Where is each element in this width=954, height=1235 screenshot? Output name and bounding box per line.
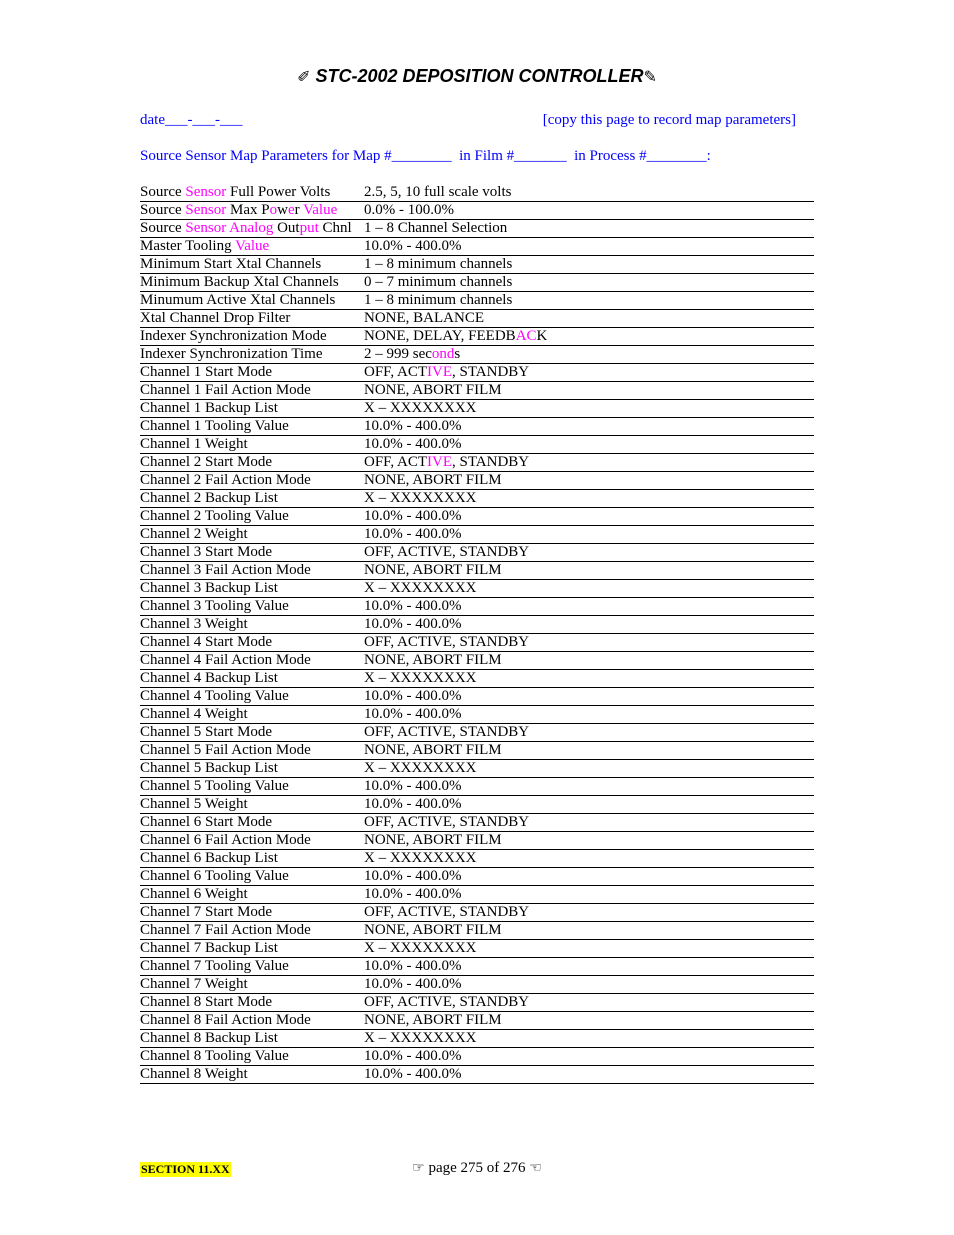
parameter-label — [140, 490, 278, 507]
table-row — [140, 652, 814, 670]
table-row — [140, 868, 814, 886]
parameter-label-part: Channel 7 Tooling Value — [140, 958, 289, 974]
parameter-label-part: Channel 4 Fail Action Mode — [140, 652, 311, 668]
table-row — [140, 184, 814, 202]
parameter-label-part: e — [287, 202, 295, 218]
parameter-range — [364, 346, 460, 363]
parameter-label-part: Channel 1 Start Mode — [140, 364, 273, 380]
parameter-range — [364, 328, 547, 345]
parameter-range-part: IVE — [427, 454, 452, 470]
parameter-range — [364, 202, 454, 219]
parameter-range-part: 10.0% - 400.0% — [364, 598, 462, 614]
parameter-range-part: X – XXXXXXXX — [364, 670, 477, 686]
parameter-range-part: X – XXXXXXXX — [364, 580, 477, 596]
parameter-range — [364, 778, 462, 795]
parameter-label-part: Channel 2 Weight — [140, 526, 248, 542]
parameter-range — [364, 382, 502, 399]
parameter-label-part: Channel 6 Backup List — [140, 850, 278, 866]
parameter-label — [140, 1012, 311, 1029]
parameter-range-part: AC — [515, 328, 537, 344]
table-row — [140, 796, 814, 814]
parameter-label — [140, 436, 248, 453]
parameter-label-part: Channel 4 Tooling Value — [140, 688, 289, 704]
parameter-label-part: Channel 8 Start Mode — [140, 994, 273, 1010]
pencil-icon: ✐ — [297, 69, 311, 86]
parameter-label — [140, 742, 311, 759]
copy-note: [copy this page to record map parameters] — [542, 112, 796, 128]
parameter-label — [140, 634, 272, 651]
parameter-label-part: Channel 7 Weight — [140, 976, 248, 992]
parameter-range-part: OFF, ACT — [364, 454, 427, 470]
parameter-label-part: Value — [235, 238, 270, 254]
parameter-range-part: 1 – 8 minimum channels — [364, 292, 513, 308]
table-row — [140, 1066, 814, 1084]
parameter-range-part: 10.0% - 400.0% — [364, 868, 462, 884]
parameter-range — [364, 238, 462, 255]
parameter-label-part: Channel 2 Fail Action Mode — [140, 472, 311, 488]
parameter-label — [140, 256, 321, 273]
parameter-range — [364, 310, 484, 327]
table-row — [140, 328, 814, 346]
parameter-label-part: Channel 7 Fail Action Mode — [140, 922, 311, 938]
table-row — [140, 742, 814, 760]
parameter-label-part: Channel 4 Start Mode — [140, 634, 273, 650]
parameter-label-part: Minumum Active Xtal Channels — [140, 292, 336, 308]
table-row — [140, 1030, 814, 1048]
parameter-label-part: Channel 5 Backup List — [140, 760, 278, 776]
parameter-range-part: X – XXXXXXXX — [364, 940, 477, 956]
parameter-range-part: 10.0% - 400.0% — [364, 1048, 462, 1064]
table-row — [140, 850, 814, 868]
parameter-label — [140, 220, 352, 237]
parameter-range — [364, 940, 477, 957]
parameter-range — [364, 796, 462, 813]
parameter-range-part: 10.0% - 400.0% — [364, 418, 462, 434]
parameter-range-part: 10.0% - 400.0% — [364, 796, 462, 812]
parameter-range — [364, 490, 477, 507]
parameter-label — [140, 1030, 278, 1047]
parameter-range-part: NONE, BALANCE — [364, 310, 484, 326]
map-parameters-line: Source Sensor Map Parameters for Map #________ in Film #_______ in Process #________: — [140, 148, 711, 164]
table-row — [140, 292, 814, 310]
parameter-range — [364, 580, 477, 597]
parameter-label — [140, 850, 278, 867]
table-row — [140, 832, 814, 850]
table-row — [140, 382, 814, 400]
parameter-label — [140, 472, 311, 489]
table-row — [140, 562, 814, 580]
parameter-range-part: , STANDBY — [452, 454, 530, 470]
table-row — [140, 526, 814, 544]
parameter-range-part: s — [454, 346, 461, 362]
parameter-label-part: r — [294, 202, 304, 218]
parameter-label-part: Channel 1 Tooling Value — [140, 418, 289, 434]
parameter-label-part: Indexer Synchronization Time — [140, 346, 323, 362]
parameter-range — [364, 850, 477, 867]
parameter-range — [364, 670, 477, 687]
parameter-label — [140, 958, 289, 975]
parameter-label-part: Minimum Start Xtal Channels — [140, 256, 322, 272]
table-row — [140, 760, 814, 778]
parameter-label-part: Sensor — [185, 184, 227, 200]
parameter-label-part: Channel 1 Weight — [140, 436, 248, 452]
table-row — [140, 436, 814, 454]
parameter-range-part: K — [536, 328, 548, 344]
parameter-range — [364, 256, 512, 273]
parameter-range-part: X – XXXXXXXX — [364, 760, 477, 776]
parameter-label-part: Master Tooling — [140, 238, 236, 254]
table-row — [140, 256, 814, 274]
parameter-range — [364, 688, 462, 705]
parameter-range — [364, 292, 512, 309]
parameter-label-part: Channel 3 Tooling Value — [140, 598, 289, 614]
parameter-range — [364, 364, 529, 381]
parameter-range — [364, 904, 529, 921]
parameter-label — [140, 328, 327, 345]
table-row — [140, 778, 814, 796]
parameter-table — [140, 184, 814, 1084]
page-number-text: page 275 of 276 — [428, 1160, 526, 1176]
parameter-range — [364, 1048, 462, 1065]
parameter-label-part: Channel 5 Weight — [140, 796, 248, 812]
table-row — [140, 580, 814, 598]
parameter-label-part: Channel 5 Fail Action Mode — [140, 742, 311, 758]
table-row — [140, 544, 814, 562]
parameter-range-part: 10.0% - 400.0% — [364, 778, 462, 794]
parameter-label-part: Channel 8 Backup List — [140, 1030, 278, 1046]
table-row — [140, 904, 814, 922]
parameter-label — [140, 886, 248, 903]
parameter-label — [140, 652, 311, 669]
parameter-label-part: Channel 8 Weight — [140, 1066, 248, 1082]
page-title — [0, 66, 954, 87]
parameter-range-part: IVE — [427, 364, 452, 380]
table-row — [140, 490, 814, 508]
table-row — [140, 670, 814, 688]
table-row — [140, 364, 814, 382]
parameter-label-part: Xtal Channel Drop Filter — [140, 310, 291, 326]
parameter-label-part: Channel 7 Backup List — [140, 940, 278, 956]
parameter-range — [364, 652, 502, 669]
parameter-range-part: 10.0% - 400.0% — [364, 436, 462, 452]
parameter-label — [140, 202, 337, 219]
parameter-label — [140, 562, 311, 579]
parameter-label — [140, 832, 311, 849]
parameter-label-part: Channel 4 Backup List — [140, 670, 278, 686]
parameter-label-part: Sensor Analog — [185, 220, 274, 236]
parameter-label-part: Channel 2 Start Mode — [140, 454, 273, 470]
table-row — [140, 220, 814, 238]
parameter-label-part: Channel 8 Fail Action Mode — [140, 1012, 311, 1028]
table-row — [140, 922, 814, 940]
parameter-label — [140, 706, 248, 723]
parameter-label — [140, 580, 278, 597]
date-field[interactable]: date___-___-___ — [140, 112, 243, 128]
page-number — [0, 1160, 954, 1177]
parameter-range-part: X – XXXXXXXX — [364, 400, 477, 416]
parameter-range-part: OFF, ACTIVE, STANDBY — [364, 904, 530, 920]
parameter-label-part: Channel 2 Backup List — [140, 490, 278, 506]
parameter-label — [140, 1048, 289, 1065]
parameter-range-part: 1 – 8 minimum channels — [364, 256, 513, 272]
parameter-label-part: Source — [140, 202, 186, 218]
table-row — [140, 688, 814, 706]
table-row — [140, 1012, 814, 1030]
parameter-label — [140, 904, 272, 921]
parameter-range — [364, 760, 477, 777]
parameter-label-part: Channel 1 Fail Action Mode — [140, 382, 311, 398]
parameter-range-part: NONE, ABORT FILM — [364, 652, 502, 668]
table-row — [140, 310, 814, 328]
parameter-label-part: w — [277, 202, 288, 218]
table-row — [140, 1048, 814, 1066]
parameter-label — [140, 292, 335, 309]
table-row — [140, 940, 814, 958]
parameter-label-part: Out — [273, 220, 300, 236]
table-row — [140, 274, 814, 292]
parameter-label-part: Channel 2 Tooling Value — [140, 508, 289, 524]
parameter-range-part: 10.0% - 400.0% — [364, 1066, 462, 1082]
parameter-label-part: Channel 6 Tooling Value — [140, 868, 289, 884]
parameter-label-part: Sensor — [185, 202, 227, 218]
parameter-label — [140, 724, 272, 741]
table-row — [140, 454, 814, 472]
parameter-label-part: Channel 5 Tooling Value — [140, 778, 289, 794]
parameter-label-part: Channel 7 Start Mode — [140, 904, 273, 920]
table-row — [140, 616, 814, 634]
parameter-range-part: 10.0% - 400.0% — [364, 238, 462, 254]
parameter-label-part: Channel 1 Backup List — [140, 400, 278, 416]
parameter-label-part: Channel 8 Tooling Value — [140, 1048, 289, 1064]
parameter-label — [140, 508, 289, 525]
table-row — [140, 202, 814, 220]
parameter-range-part: 2 – 999 sec — [364, 346, 432, 362]
parameter-range — [364, 994, 529, 1011]
parameter-range-part: 2.5, 5, 10 full scale volts — [364, 184, 512, 200]
parameter-label-part: Indexer Synchronization Mode — [140, 328, 327, 344]
parameter-label-part: Full Power Volts — [226, 184, 331, 200]
parameter-range-part: OFF, ACTIVE, STANDBY — [364, 814, 530, 830]
parameter-range — [364, 616, 462, 633]
parameter-label-part: Channel 5 Start Mode — [140, 724, 273, 740]
parameter-label — [140, 796, 248, 813]
parameter-range-part: NONE, ABORT FILM — [364, 382, 502, 398]
parameter-range-part: 0 – 7 minimum channels — [364, 274, 513, 290]
parameter-label — [140, 760, 278, 777]
parameter-range-part: OFF, ACTIVE, STANDBY — [364, 994, 530, 1010]
parameter-label — [140, 778, 289, 795]
parameter-label-part: Chnl — [318, 220, 352, 236]
pencil-icon: ✎ — [643, 69, 657, 86]
parameter-label — [140, 454, 272, 471]
table-row — [140, 598, 814, 616]
table-row — [140, 886, 814, 904]
parameter-label-part: Channel 3 Fail Action Mode — [140, 562, 311, 578]
parameter-range-part: 10.0% - 400.0% — [364, 526, 462, 542]
parameter-label — [140, 976, 248, 993]
table-row — [140, 346, 814, 364]
parameter-range-part: 0.0% - 100.0% — [364, 202, 454, 218]
parameter-label — [140, 1066, 248, 1083]
parameter-range-part: NONE, ABORT FILM — [364, 832, 502, 848]
parameter-range — [364, 274, 512, 291]
parameter-range-part: 10.0% - 400.0% — [364, 706, 462, 722]
parameter-range — [364, 1030, 477, 1047]
parameter-range — [364, 832, 502, 849]
parameter-range — [364, 706, 462, 723]
parameter-range-part: NONE, ABORT FILM — [364, 1012, 502, 1028]
record-line — [140, 112, 796, 129]
table-row — [140, 238, 814, 256]
parameter-label — [140, 418, 289, 435]
parameter-range-part: NONE, ABORT FILM — [364, 742, 502, 758]
parameter-label-part: Channel 6 Fail Action Mode — [140, 832, 311, 848]
parameter-range — [364, 868, 462, 885]
parameter-range — [364, 220, 507, 237]
table-row — [140, 634, 814, 652]
parameter-range-part: 1 – 8 Channel Selection — [364, 220, 508, 236]
table-row — [140, 814, 814, 832]
parameter-label — [140, 598, 289, 615]
parameter-range-part: OFF, ACTIVE, STANDBY — [364, 724, 530, 740]
parameter-range-part: OFF, ACT — [364, 364, 427, 380]
table-row — [140, 418, 814, 436]
parameter-label — [140, 688, 289, 705]
table-row — [140, 508, 814, 526]
table-row — [140, 706, 814, 724]
parameter-range — [364, 724, 529, 741]
parameter-range — [364, 562, 502, 579]
table-row — [140, 976, 814, 994]
parameter-label — [140, 382, 311, 399]
parameter-range — [364, 526, 462, 543]
parameter-range — [364, 472, 502, 489]
parameter-label-part: o — [269, 202, 278, 218]
parameter-label — [140, 400, 278, 417]
parameter-label — [140, 994, 272, 1011]
parameter-range — [364, 1066, 462, 1083]
parameter-range-part: X – XXXXXXXX — [364, 1030, 477, 1046]
parameter-label — [140, 526, 248, 543]
parameter-range — [364, 598, 462, 615]
parameter-label — [140, 544, 272, 561]
section-label: SECTION 11.XX — [141, 1162, 230, 1176]
parameter-label-part: Channel 3 Backup List — [140, 580, 278, 596]
parameter-label — [140, 814, 272, 831]
parameter-range-part: NONE, ABORT FILM — [364, 562, 502, 578]
parameter-label — [140, 310, 290, 327]
parameter-range — [364, 184, 511, 201]
parameter-range-part: OFF, ACTIVE, STANDBY — [364, 634, 530, 650]
parameter-label-part: Channel 3 Start Mode — [140, 544, 273, 560]
parameter-label — [140, 238, 269, 255]
parameter-range-part: 10.0% - 400.0% — [364, 688, 462, 704]
table-row — [140, 958, 814, 976]
parameter-range — [364, 544, 529, 561]
title-text: STC-2002 DEPOSITION CONTROLLER — [315, 66, 644, 86]
parameter-label — [140, 346, 322, 363]
parameter-range-part: 10.0% - 400.0% — [364, 508, 462, 524]
parameter-range-part: ond — [431, 346, 455, 362]
parameter-range — [364, 634, 529, 651]
parameter-range-part: NONE, DELAY, FEEDB — [364, 328, 516, 344]
table-row — [140, 400, 814, 418]
parameter-range — [364, 1012, 502, 1029]
parameter-label-part: Source — [140, 184, 186, 200]
parameter-range-part: OFF, ACTIVE, STANDBY — [364, 544, 530, 560]
parameter-label-part: Value — [303, 202, 338, 218]
parameter-range — [364, 436, 462, 453]
parameter-label-part: Source — [140, 220, 186, 236]
parameter-range — [364, 742, 502, 759]
parameter-label — [140, 616, 248, 633]
parameter-range — [364, 508, 462, 525]
parameter-range — [364, 958, 462, 975]
parameter-label-part: Channel 6 Start Mode — [140, 814, 273, 830]
parameter-range — [364, 418, 462, 435]
parameter-label — [140, 364, 272, 381]
parameter-label — [140, 868, 289, 885]
parameter-label — [140, 940, 278, 957]
parameter-range-part: 10.0% - 400.0% — [364, 886, 462, 902]
parameter-range — [364, 922, 502, 939]
parameter-range — [364, 814, 529, 831]
parameter-range — [364, 976, 462, 993]
parameter-range — [364, 400, 477, 417]
parameter-label — [140, 670, 278, 687]
parameter-label — [140, 184, 330, 201]
parameter-label-part: Minimum Backup Xtal Channels — [140, 274, 339, 290]
parameter-label — [140, 922, 311, 939]
table-row — [140, 724, 814, 742]
parameter-range-part: , STANDBY — [452, 364, 530, 380]
parameter-label-part: Max P — [226, 202, 270, 218]
parameter-range-part: X – XXXXXXXX — [364, 850, 477, 866]
parameter-label-part: Channel 3 Weight — [140, 616, 248, 632]
parameter-range-part: 10.0% - 400.0% — [364, 616, 462, 632]
parameter-range — [364, 886, 462, 903]
parameter-label-part: Channel 6 Weight — [140, 886, 248, 902]
table-row — [140, 994, 814, 1012]
parameter-range-part: NONE, ABORT FILM — [364, 472, 502, 488]
parameter-label-part: Channel 4 Weight — [140, 706, 248, 722]
parameter-range-part: NONE, ABORT FILM — [364, 922, 502, 938]
table-row — [140, 472, 814, 490]
pointing-hand-right-icon: ☞ — [412, 1160, 425, 1176]
parameter-range — [364, 454, 529, 471]
parameter-label-part: put — [299, 220, 319, 236]
parameter-range-part: 10.0% - 400.0% — [364, 976, 462, 992]
parameter-label — [140, 274, 339, 291]
pointing-hand-left-icon: ☜ — [529, 1160, 542, 1176]
parameter-range-part: 10.0% - 400.0% — [364, 958, 462, 974]
parameter-range-part: X – XXXXXXXX — [364, 490, 477, 506]
